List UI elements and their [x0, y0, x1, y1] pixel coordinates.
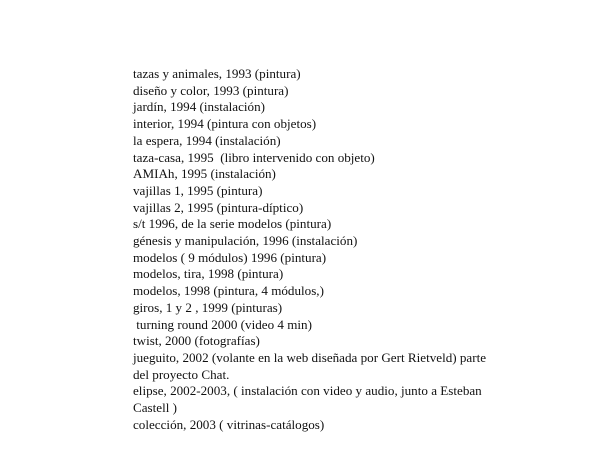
- work-item: modelos, 1998 (pintura, 4 módulos,): [133, 283, 324, 299]
- work-item: vajillas 2, 1995 (pintura-díptico): [133, 199, 304, 215]
- work-item: vajillas 1, 1995 (pintura): [133, 182, 263, 198]
- work-item: taza-casa, 1995 (libro intervenido con objeto): [133, 149, 375, 165]
- work-item: interior, 1994 (pintura con objetos): [133, 116, 317, 132]
- work-item: s/t 1996, de la serie modelos (pintura): [133, 216, 332, 232]
- works-list: [133, 66, 533, 433]
- work-item: turning round 2000 (video 4 min): [133, 316, 312, 332]
- work-item: génesis y manipulación, 1996 (instalación): [133, 233, 358, 249]
- work-item: giros, 1 y 2 , 1999 (pinturas): [133, 299, 283, 315]
- work-item: elipse, 2002-2003, ( instalación con video y audio, junto a Esteban Castell ): [133, 383, 482, 416]
- work-item: jueguito, 2002 (volante en la web diseñada por Gert Rietveld) parte del proyecto Chat.: [133, 349, 487, 382]
- work-item: AMIAh, 1995 (instalación): [133, 166, 276, 182]
- work-item: colección, 2003 ( vitrinas-catálogos): [133, 416, 325, 432]
- work-item: tazas y animales, 1993 (pintura): [133, 66, 301, 81]
- work-item: la espera, 1994 (instalación): [133, 132, 281, 148]
- work-item: jardín, 1994 (instalación): [133, 99, 265, 115]
- work-item: diseño y color, 1993 (pintura): [133, 82, 289, 98]
- work-item: modelos ( 9 módulos) 1996 (pintura): [133, 249, 327, 265]
- work-item: twist, 2000 (fotografías): [133, 333, 260, 349]
- work-item: modelos, tira, 1998 (pintura): [133, 266, 284, 282]
